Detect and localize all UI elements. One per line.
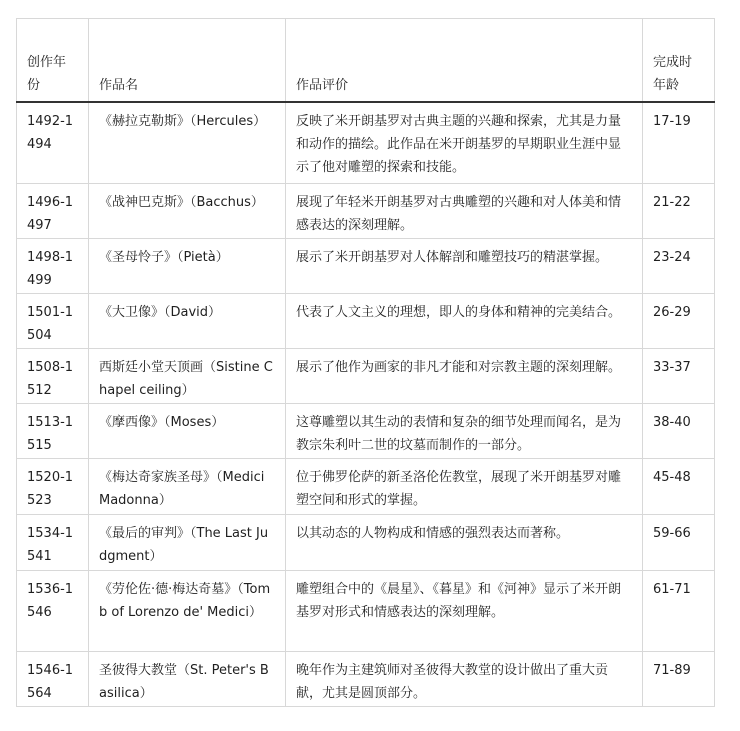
cell-year: 1492-1494 <box>17 102 89 184</box>
cell-year: 1508-1512 <box>17 349 89 404</box>
cell-year: 1498-1499 <box>17 239 89 294</box>
cell-year: 1513-1515 <box>17 404 89 459</box>
table-row <box>17 102 715 184</box>
cell-review: 这尊雕塑以其生动的表情和复杂的细节处理而闻名，是为教宗朱利叶二世的坟墓而制作的一部分。 <box>286 404 643 459</box>
cell-age: 59-66 <box>643 515 715 571</box>
table-header-row <box>17 19 715 103</box>
cell-review: 展现了年轻米开朗基罗对古典雕塑的兴趣和对人体美和情感表达的深刻理解。 <box>286 184 643 239</box>
table-row <box>17 652 715 707</box>
header-age: 完成时年龄 <box>643 19 715 103</box>
cell-review: 雕塑组合中的《晨星》、《暮星》和《河神》显示了米开朗基罗对形式和情感表达的深刻理解。 <box>286 571 643 652</box>
cell-review: 代表了人文主义的理想，即人的身体和精神的完美结合。 <box>286 294 643 349</box>
header-year: 创作年份 <box>17 19 89 103</box>
cell-age: 61-71 <box>643 571 715 652</box>
cell-year: 1501-1504 <box>17 294 89 349</box>
artwork-table <box>16 18 715 707</box>
cell-review: 展示了米开朗基罗对人体解剖和雕塑技巧的精湛掌握。 <box>286 239 643 294</box>
cell-year: 1496-1497 <box>17 184 89 239</box>
cell-year: 1536-1546 <box>17 571 89 652</box>
cell-work: 《圣母怜子》（Pietà） <box>89 239 286 294</box>
cell-year: 1546-1564 <box>17 652 89 707</box>
cell-age: 38-40 <box>643 404 715 459</box>
table-row <box>17 404 715 459</box>
header-review: 作品评价 <box>286 19 643 103</box>
cell-work: 《战神巴克斯》（Bacchus） <box>89 184 286 239</box>
table-row <box>17 349 715 404</box>
cell-work: 《大卫像》（David） <box>89 294 286 349</box>
cell-work: 《摩西像》（Moses） <box>89 404 286 459</box>
cell-age: 33-37 <box>643 349 715 404</box>
table-row <box>17 459 715 515</box>
cell-work: 圣彼得大教堂（St. Peter's Basilica） <box>89 652 286 707</box>
cell-age: 17-19 <box>643 102 715 184</box>
table-row <box>17 294 715 349</box>
table-row <box>17 239 715 294</box>
cell-age: 23-24 <box>643 239 715 294</box>
cell-year: 1520-1523 <box>17 459 89 515</box>
header-work: 作品名 <box>89 19 286 103</box>
cell-review: 晚年作为主建筑师对圣彼得大教堂的设计做出了重大贡献，尤其是圆顶部分。 <box>286 652 643 707</box>
cell-work: 西斯廷小堂天顶画（Sistine Chapel ceiling） <box>89 349 286 404</box>
cell-review: 展示了他作为画家的非凡才能和对宗教主题的深刻理解。 <box>286 349 643 404</box>
cell-work: 《赫拉克勒斯》（Hercules） <box>89 102 286 184</box>
cell-age: 71-89 <box>643 652 715 707</box>
artwork-table-container <box>16 18 714 714</box>
cell-review: 反映了米开朗基罗对古典主题的兴趣和探索，尤其是力量和动作的描绘。此作品在米开朗基罗的早期职业生涯中显示了他对雕塑的探索和技能。 <box>286 102 643 184</box>
cell-age: 21-22 <box>643 184 715 239</box>
cell-age: 45-48 <box>643 459 715 515</box>
cell-work: 《梅达奇家族圣母》（Medici Madonna） <box>89 459 286 515</box>
table-row <box>17 515 715 571</box>
cell-review: 以其动态的人物构成和情感的强烈表达而著称。 <box>286 515 643 571</box>
cell-review: 位于佛罗伦萨的新圣洛伦佐教堂，展现了米开朗基罗对雕塑空间和形式的掌握。 <box>286 459 643 515</box>
cell-work: 《劳伦佐·德·梅达奇墓》（Tomb of Lorenzo de' Medici） <box>89 571 286 652</box>
table-row <box>17 184 715 239</box>
cell-work: 《最后的审判》（The Last Judgment） <box>89 515 286 571</box>
cell-year: 1534-1541 <box>17 515 89 571</box>
table-row <box>17 571 715 652</box>
cell-age: 26-29 <box>643 294 715 349</box>
